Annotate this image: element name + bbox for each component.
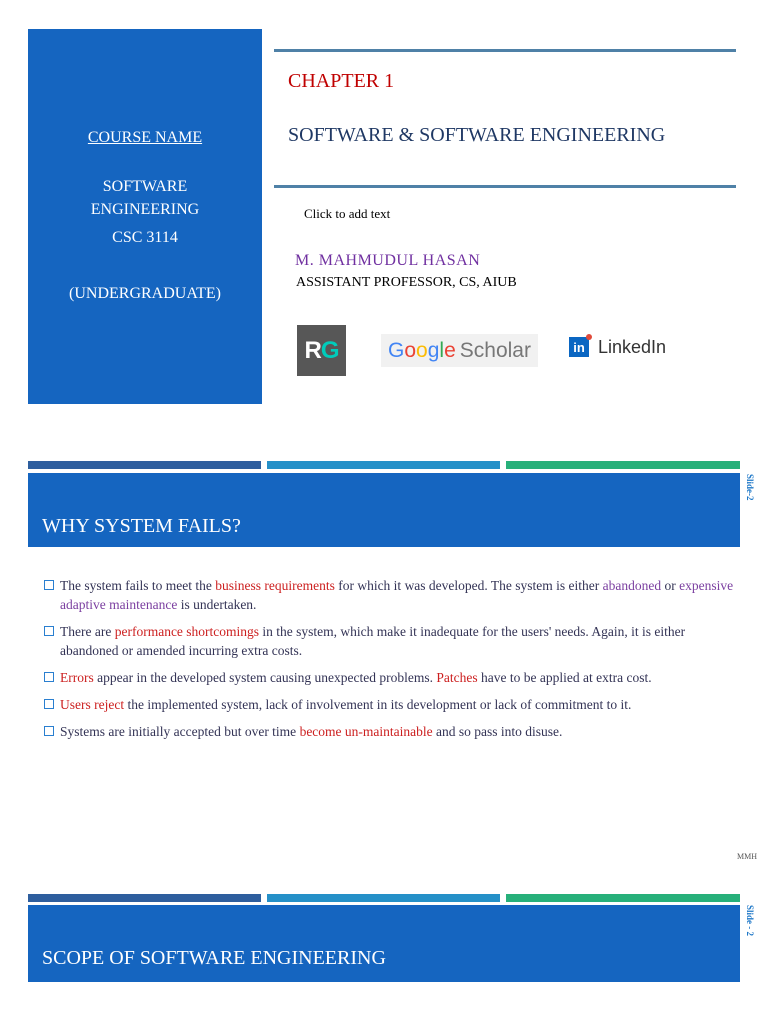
course-subject-line2: ENGINEERING [90,201,200,218]
linkedin-logo[interactable] [569,333,666,361]
bullet-text-segment: expensive adaptive maintenance [60,578,734,612]
google-scholar-logo[interactable] [381,334,538,367]
bullet-text-segment: become un-maintainable [299,724,433,739]
course-subject [48,175,242,221]
bullet-text-segment: abandoned [602,578,662,593]
slide3-number: Slide - 2 [745,905,755,937]
linkedin-word: LinkedIn [598,336,667,357]
bullet-text-segment: Patches [436,670,478,685]
bullet-square-icon [44,626,54,636]
bullet-text-segment: Users reject [60,697,125,712]
course-level: (UNDERGRADUATE) [69,285,221,302]
slide2-header-bars [28,461,740,469]
course-subject-line1: SOFTWARE [102,178,188,195]
bullet-item [44,668,734,687]
slide3-title-band [28,905,740,982]
author-role: ASSISTANT PROFESSOR, CS, AIUB [296,275,517,290]
header-bar-blue [267,894,500,902]
text-placeholder[interactable]: Click to add text [304,206,391,221]
researchgate-logo[interactable] [297,325,346,376]
bullet-text-segment: There are [60,624,115,639]
course-name-label: COURSE NAME [87,129,203,146]
scholar-word: Scholar [459,338,531,362]
slide2-number: Slide-2 [745,474,755,501]
google-word: Google [388,338,456,362]
slide3-header-bars [28,894,740,902]
slide3-title: SCOPE OF SOFTWARE ENGINEERING [42,947,386,969]
course-info-panel [28,29,262,404]
bullet-text-segment: or [661,578,680,593]
header-bar-blue [267,461,500,469]
slide2-title-band [28,473,740,547]
header-bar-green [506,461,740,469]
researchgate-g: G [320,336,339,364]
bullet-text-segment: in the system, which make it inadequate for the users' needs. Again, it is either abandoned or amended incurring extra costs. [60,624,686,658]
bullet-text-segment: business requirements [215,578,335,593]
researchgate-r: R [304,336,321,364]
linkedin-dot [586,334,592,340]
linkedin-icon [569,337,589,357]
bullet-text-segment: the implemented system, lack of involvement in its development or lack of commitment to it. [124,697,632,712]
bullet-text-segment: Systems are initially accepted but over time [60,724,300,739]
bullet-square-icon [44,672,54,682]
footer-initials: MMH [737,852,758,861]
bullet-text-segment: for which it was developed. The system is either [334,578,603,593]
author-name: M. MAHMUDUL HASAN [295,252,481,269]
bullet-list [44,576,734,749]
bullet-text-segment: The system fails to meet the [60,578,216,593]
bullet-text-segment: have to be applied at extra cost. [477,670,652,685]
title-bottom-rule [274,185,736,188]
bullet-square-icon [44,580,54,590]
linkedin-mark-text: in [573,339,585,355]
header-bar-green [506,894,740,902]
bullet-item [44,622,734,660]
bullet-item [44,722,734,741]
bullet-text-segment: appear in the developed system causing unexpected problems. [93,670,437,685]
bullet-item [44,576,734,614]
slide-title: SOFTWARE & SOFTWARE ENGINEERING [288,124,666,146]
bullet-text-segment: Errors [60,670,94,685]
header-bar-dark [28,894,261,902]
slide2-title: WHY SYSTEM FAILS? [42,515,241,537]
bullet-text-segment: performance shortcomings [114,624,260,639]
bullet-text-segment: is undertaken. [177,597,257,612]
bullet-item [44,695,734,714]
bullet-text-segment: and so pass into disuse. [432,724,563,739]
bullet-square-icon [44,699,54,709]
header-bar-dark [28,461,261,469]
chapter-label: CHAPTER 1 [288,70,395,92]
bullet-square-icon [44,726,54,736]
title-top-rule [274,49,736,52]
course-code: CSC 3114 [112,229,178,246]
